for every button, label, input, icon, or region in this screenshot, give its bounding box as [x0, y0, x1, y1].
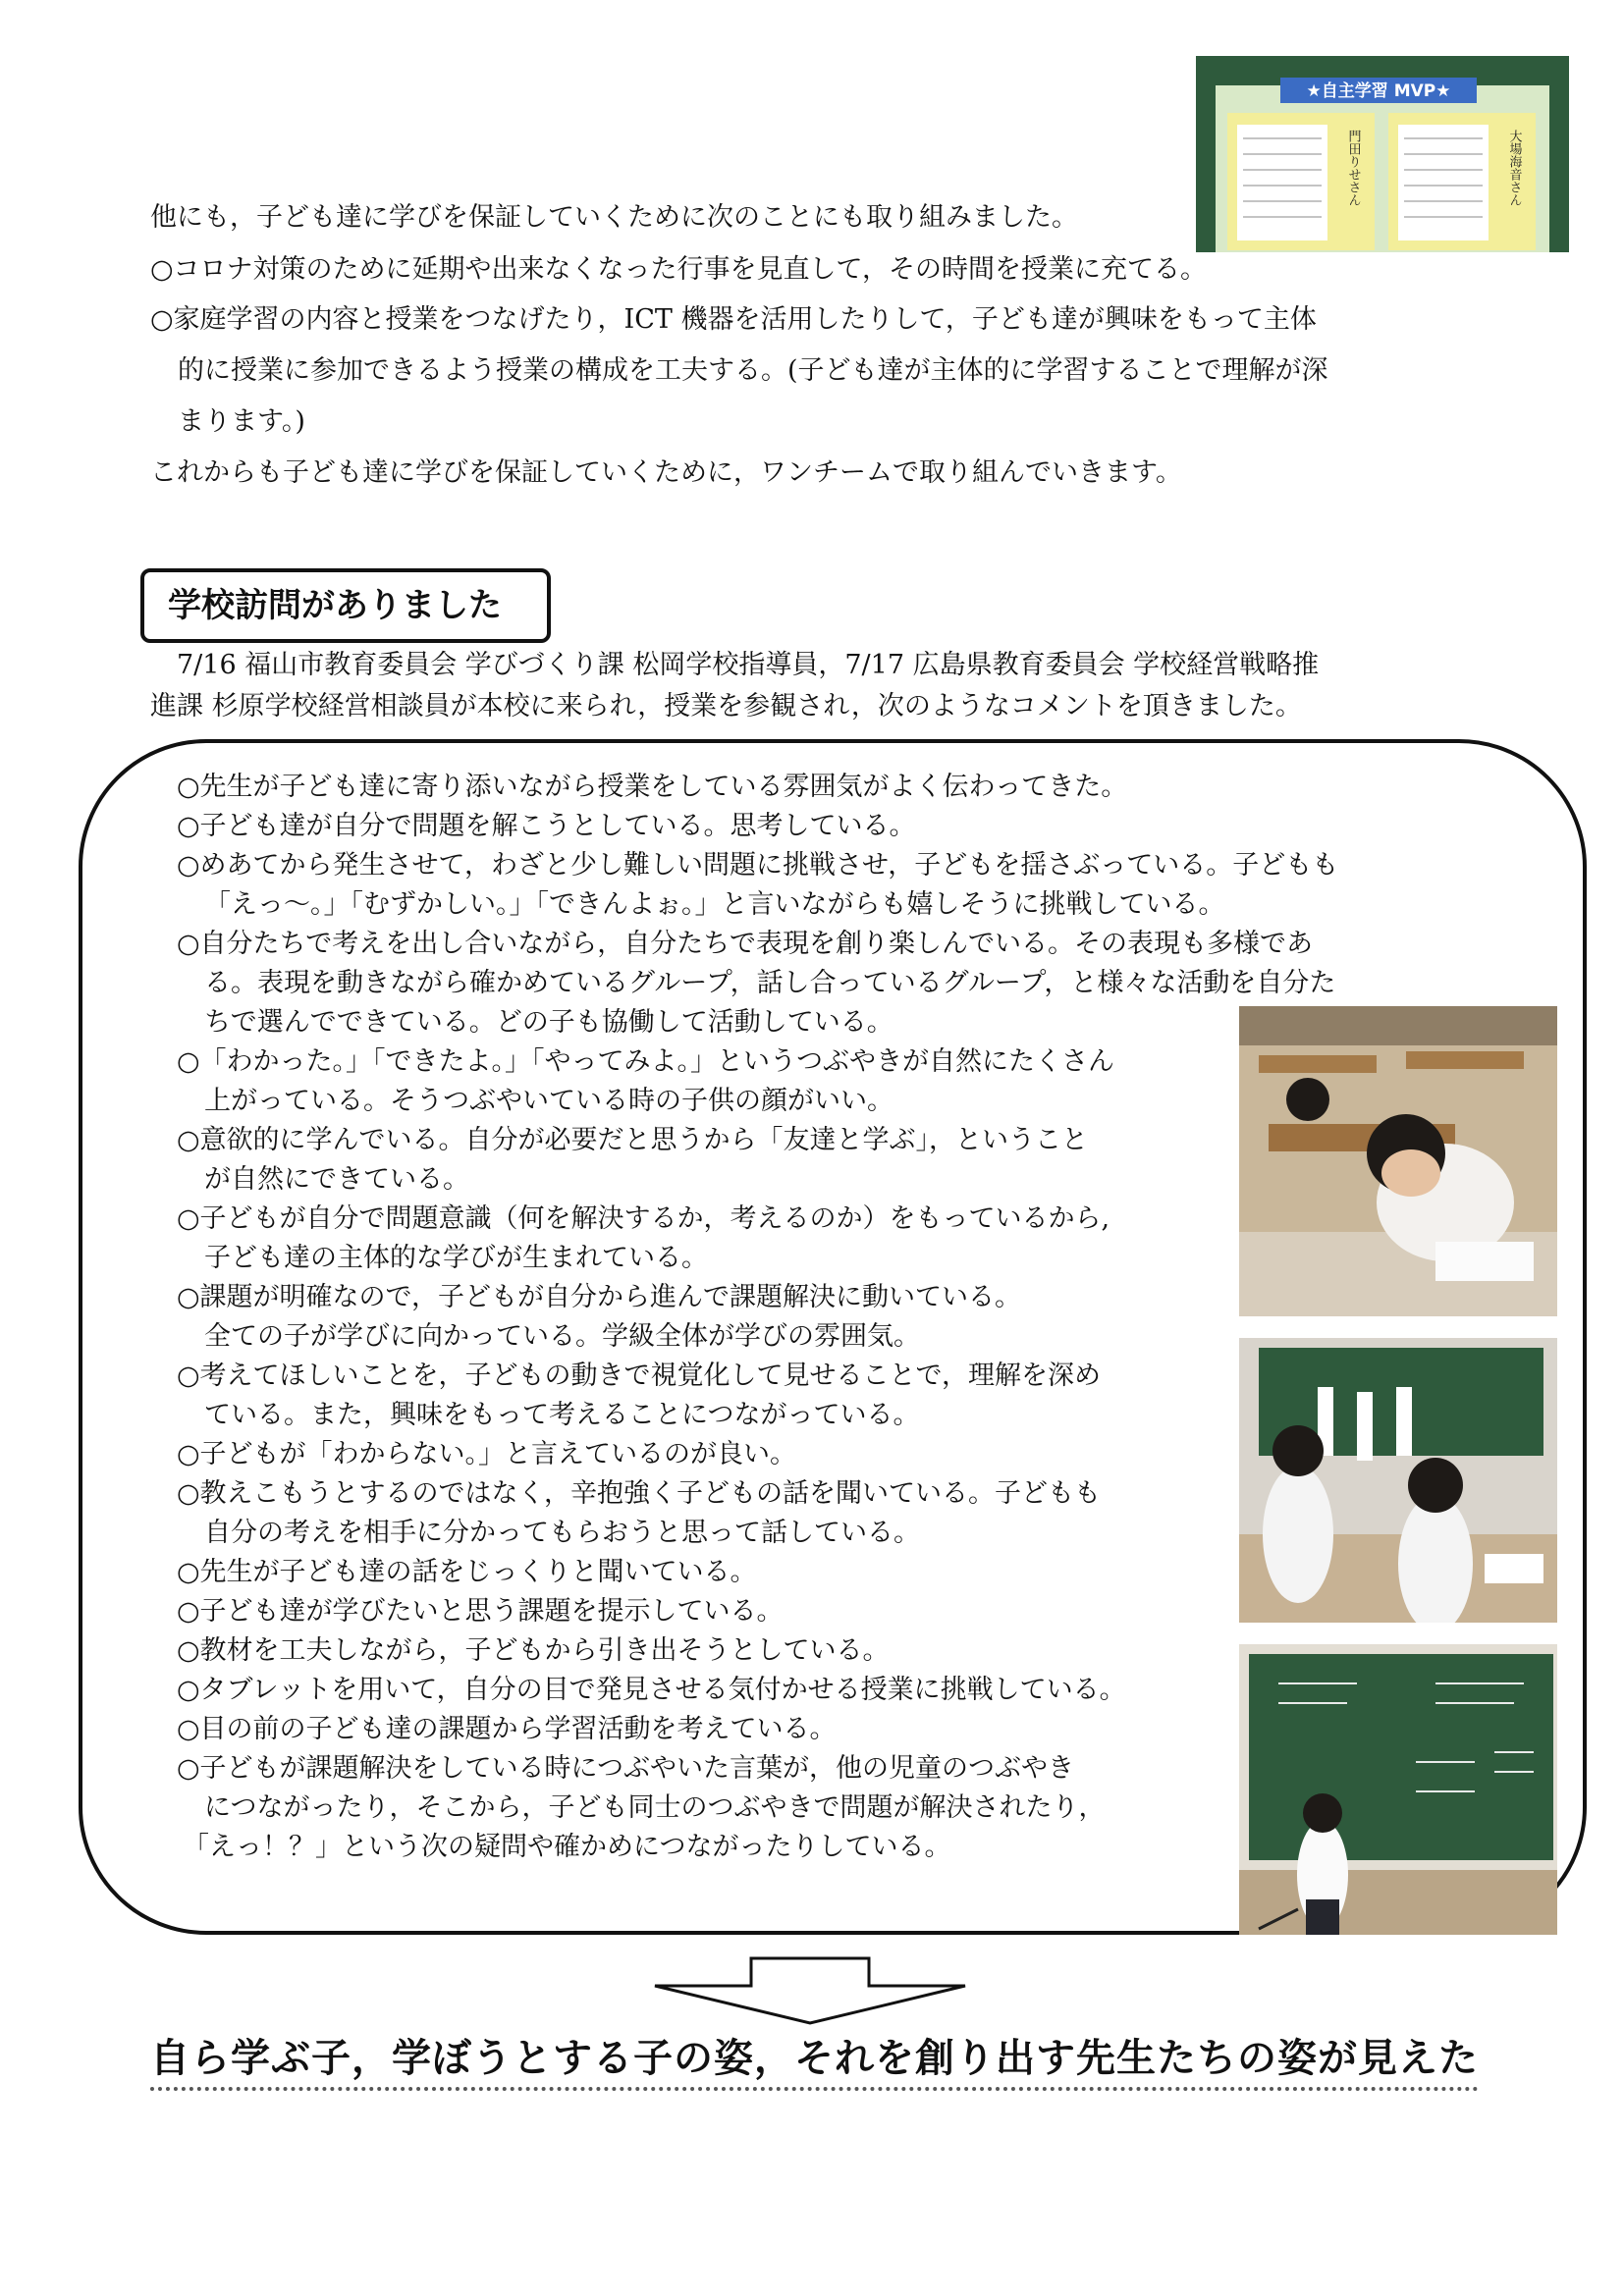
classroom-photo-math-board	[1239, 1644, 1557, 1935]
poster-banner: ★自主学習 MVP★	[1306, 81, 1451, 101]
comment-line: ○「わかった。」「できたよ。」「やってみよ。」というつぶやきが自然にたくさん	[177, 1046, 1115, 1077]
comment-line: 子ども達の主体的な学びが生まれている。	[204, 1243, 708, 1273]
classroom-photo-math-board-graphic	[1239, 1644, 1557, 1935]
intro-line: ○家庭学習の内容と授業をつなげたり，ICT 機器を活用したりして，子ども達が興味をもって主体	[150, 304, 1317, 335]
comment-line: ちで選んでできている。どの子も協働して活動している。	[204, 1007, 893, 1038]
poster-name-right: 大場海音さん	[1506, 130, 1522, 206]
section-lead-line: 進課 杉原学校経営相談員が本校に来られ，授業を参観され，次のようなコメントを頂きました。	[150, 691, 1302, 721]
comment-line: ○教えこもうとするのではなく，辛抱強く子どもの話を聞いている。子どもも	[177, 1478, 1102, 1509]
comment-line: ○考えてほしいことを，子どもの動きで視覚化して見せることで，理解を深め	[177, 1361, 1102, 1391]
intro-line: これからも子ども達に学びを保証していくために，ワンチームで取り組んでいきます。	[150, 457, 1182, 488]
classroom-photo-blackboard-graphic	[1239, 1338, 1557, 1623]
classroom-photo-desks-graphic	[1239, 1006, 1557, 1316]
comment-line: ○タブレットを用いて，自分の目で発見させる気付かせる授業に挑戦している。	[177, 1675, 1126, 1705]
comment-line: 全ての子が学びに向かっている。学級全体が学びの雰囲気。	[204, 1321, 920, 1352]
mvp-poster-graphic	[1196, 56, 1569, 252]
comment-line: 自分の考えを相手に分かってもらおうと思って話している。	[204, 1518, 920, 1548]
comment-line: ○子どもが「わからない。」と言えているのが良い。	[177, 1439, 797, 1469]
down-arrow-icon	[653, 1956, 967, 2025]
section-lead-line: 7/16 福山市教育委員会 学びづくり課 松岡学校指導員，7/17 広島県教育委員会 学校経営戦略推	[177, 650, 1320, 680]
intro-line: 的に授業に参加できるよう授業の構成を工夫する。(子ども達が主体的に学習することで理解が深	[178, 355, 1328, 386]
comment-line: 「えっ〜。」「むずかしい。」「できんよぉ。」と言いながらも嬉しそうに挑戦している。	[204, 889, 1225, 920]
comment-line: る。表現を動きながら確かめているグループ，話し合っているグループ，と様々な活動を自分た	[204, 968, 1336, 998]
comment-line: ○教材を工夫しながら，子どもから引き出そうとしている。	[177, 1635, 890, 1666]
comment-line: ○自分たちで考えを出し合いながら，自分たちで表現を創り楽しんでいる。その表現も多様であ	[177, 929, 1314, 959]
comment-line: ○目の前の子ども達の課題から学習活動を考えている。	[177, 1714, 837, 1744]
comment-line: ○めあてから発生させて，わざと少し難しい問題に挑戦させ，子どもを揺さぶっている。子どもも	[177, 850, 1339, 881]
comment-line: ○課題が明確なので，子どもが自分から進んで課題解決に動いている。	[177, 1282, 1022, 1312]
slogan: 自ら学ぶ子，学ぼうとする子の姿，それを創り出す先生たちの姿が見えた	[150, 2027, 1479, 2091]
comment-line: 上がっている。そうつぶやいている時の子供の顔がいい。	[204, 1086, 893, 1116]
section-title: 学校訪問がありました	[140, 568, 551, 643]
comment-line: ○子ども達が学びたいと思う課題を提示している。	[177, 1596, 784, 1627]
comment-line: 「えっ！？」という次の疑問や確かめにつながったりしている。	[183, 1832, 951, 1862]
classroom-photo-desks	[1239, 1006, 1557, 1316]
mvp-poster-photo	[1196, 56, 1569, 252]
comment-line: ○子どもが自分で問題意識（何を解決するか，考えるのか）をもっているから,	[177, 1203, 1110, 1234]
comment-line: ○意欲的に学んでいる。自分が必要だと思うから「友達と学ぶ」，ということ	[177, 1125, 1089, 1155]
comment-line: ○子どもが課題解決をしている時につぶやいた言葉が，他の児童のつぶやき	[177, 1753, 1075, 1784]
comment-line: ている。また，興味をもって考えることにつながっている。	[204, 1400, 920, 1430]
intro-line: ○コロナ対策のために延期や出来なくなった行事を見直して，その時間を授業に充てる。	[150, 254, 1208, 285]
intro-line: まります。)	[178, 406, 305, 437]
comment-line: につながったり，そこから，子ども同士のつぶやきで問題が解決されたり，	[204, 1792, 1106, 1823]
comment-line: ○先生が子ども達に寄り添いながら授業をしている雰囲気がよく伝わってきた。	[177, 772, 1128, 802]
poster-name-left: 門田りせさん	[1345, 130, 1361, 206]
comment-line: ○子ども達が自分で問題を解こうとしている。思考している。	[177, 811, 916, 841]
comment-line: が自然にできている。	[204, 1164, 469, 1195]
comment-line: ○先生が子ども達の話をじっくりと聞いている。	[177, 1557, 757, 1587]
intro-line: 他にも，子ども達に学びを保証していくために次のことにも取り組みました。	[150, 202, 1078, 233]
classroom-photo-blackboard	[1239, 1338, 1557, 1623]
